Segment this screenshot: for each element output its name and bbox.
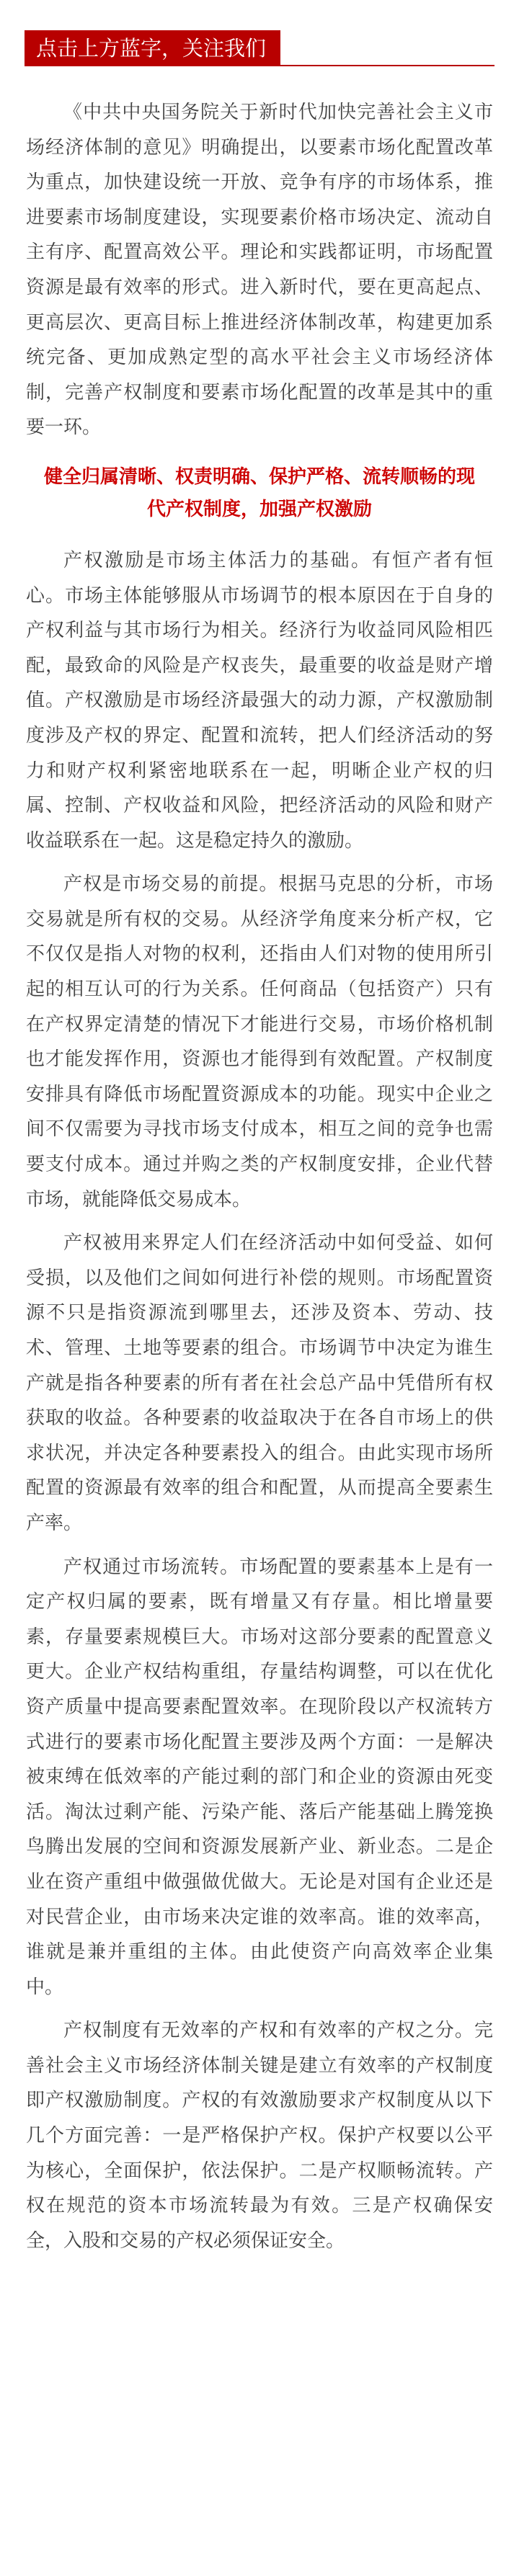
follow-banner [0, 0, 519, 72]
follow-us-link[interactable]: 点击上方蓝字，关注我们 [25, 30, 280, 66]
section-heading: 健全归属清晰、权责明确、保护严格、流转顺畅的现代产权制度，加强产权激励 [43, 465, 475, 520]
body-paragraph: 产权激励是市场主体活力的基础。有恒产者有恒心。市场主体能够服从市场调节的根本原因在于自身的产权利益与其市场行为相关。经济行为收益同风险相匹配，最致命的风险是产权丧失，最重要的收益是财产增值。产权激励是市场经济最强大的动力源，产权激励制度涉及产权的界定、配置和流转，把人们经济活动的努力和财产权利紧密地联系在一起，明晰企业产权的归属、控制、产权收益和风险，把经济活动的风险和财产收益联系在一起。这是稳定持久的激励。 [26, 549, 493, 852]
body-paragraph: 产权是市场交易的前提。根据马克思的分析，市场交易就是所有权的交易。从经济学角度来分析产权，它不仅仅是指人对物的权利，还指由人们对物的使用所引起的相互认可的行为关系。任何商品（包括资产）只有在产权界定清楚的情况下才能进行交易，市场价格机制也才能发挥作用，资源也才能得到有效配置。产权制度安排具有降低市场配置资源成本的功能。现实中企业之间不仅需要为寻找市场支付成本，相互之间的竞争也需要支付成本。通过并购之类的产权制度安排，企业代替市场，就能降低交易成本。 [26, 873, 493, 1211]
body-paragraph: 产权被用来界定人们在经济活动中如何受益、如何受损，以及他们之间如何进行补偿的规则。市场配置资源不只是指资源流到哪里去，还涉及资本、劳动、技术、管理、土地等要素的组合。市场调节中决定为谁生产就是指各种要素的所有者在社会总产品中凭借所有权获取的收益。各种要素的收益取决于在各自市场上的供求状况，并决定各种要素投入的组合。由此实现市场所配置的资源最有效率的组合和配置，从而提高全要素生产率。 [26, 1232, 493, 1534]
article-body [26, 95, 493, 2267]
body-paragraph: 产权制度有无效率的产权和有效率的产权之分。完善社会主义市场经济体制关键是建立有效率的产权制度即产权激励制度。产权的有效激励要求产权制度从以下几个方面完善：一是严格保护产权。保护产权要以公平为核心，全面保护，依法保护。二是产权顺畅流转。产权在规范的资本市场流转最为有效。三是产权确保安全，入股和交易的产权必须保证安全。 [26, 2020, 493, 2252]
body-paragraph: 产权通过市场流转。市场配置的要素基本上是有一定产权归属的要素，既有增量又有存量。相比增量要素，存量要素规模巨大。市场对这部分要素的配置意义更大。企业产权结构重组，存量结构调整，可以在优化资产质量中提高要素配置效率。在现阶段以产权流转方式进行的要素市场化配置主要涉及两个方面：一是解决被束缚在低效率的产能过剩的部门和企业的资源由死变活。淘汰过剩产能、污染产能、落后产能基础上腾笼换鸟腾出发展的空间和资源发展新产业、新业态。二是企业在资产重组中做强做优做大。无论是对国有企业还是对民营企业，由市场来决定谁的效率高。谁的效率高，谁就是兼并重组的主体。由此使资产向高效率企业集中。 [26, 1556, 493, 1998]
intro-paragraph: 《中共中央国务院关于新时代加快完善社会主义市场经济体制的意见》明确提出，以要素市场化配置改革为重点，加快建设统一开放、竞争有序的市场体系，推进要素市场制度建设，实现要素价格市场决定、流动自主有序、配置高效公平。理论和实践都证明，市场配置资源是最有效率的形式。进入新时代，要在更高起点、更高层次、更高目标上推进经济体制改革，构建更加系统完备、更加成熟定型的高水平社会主义市场经济体制，完善产权制度和要素市场化配置的改革是其中的重要一环。 [26, 102, 493, 439]
